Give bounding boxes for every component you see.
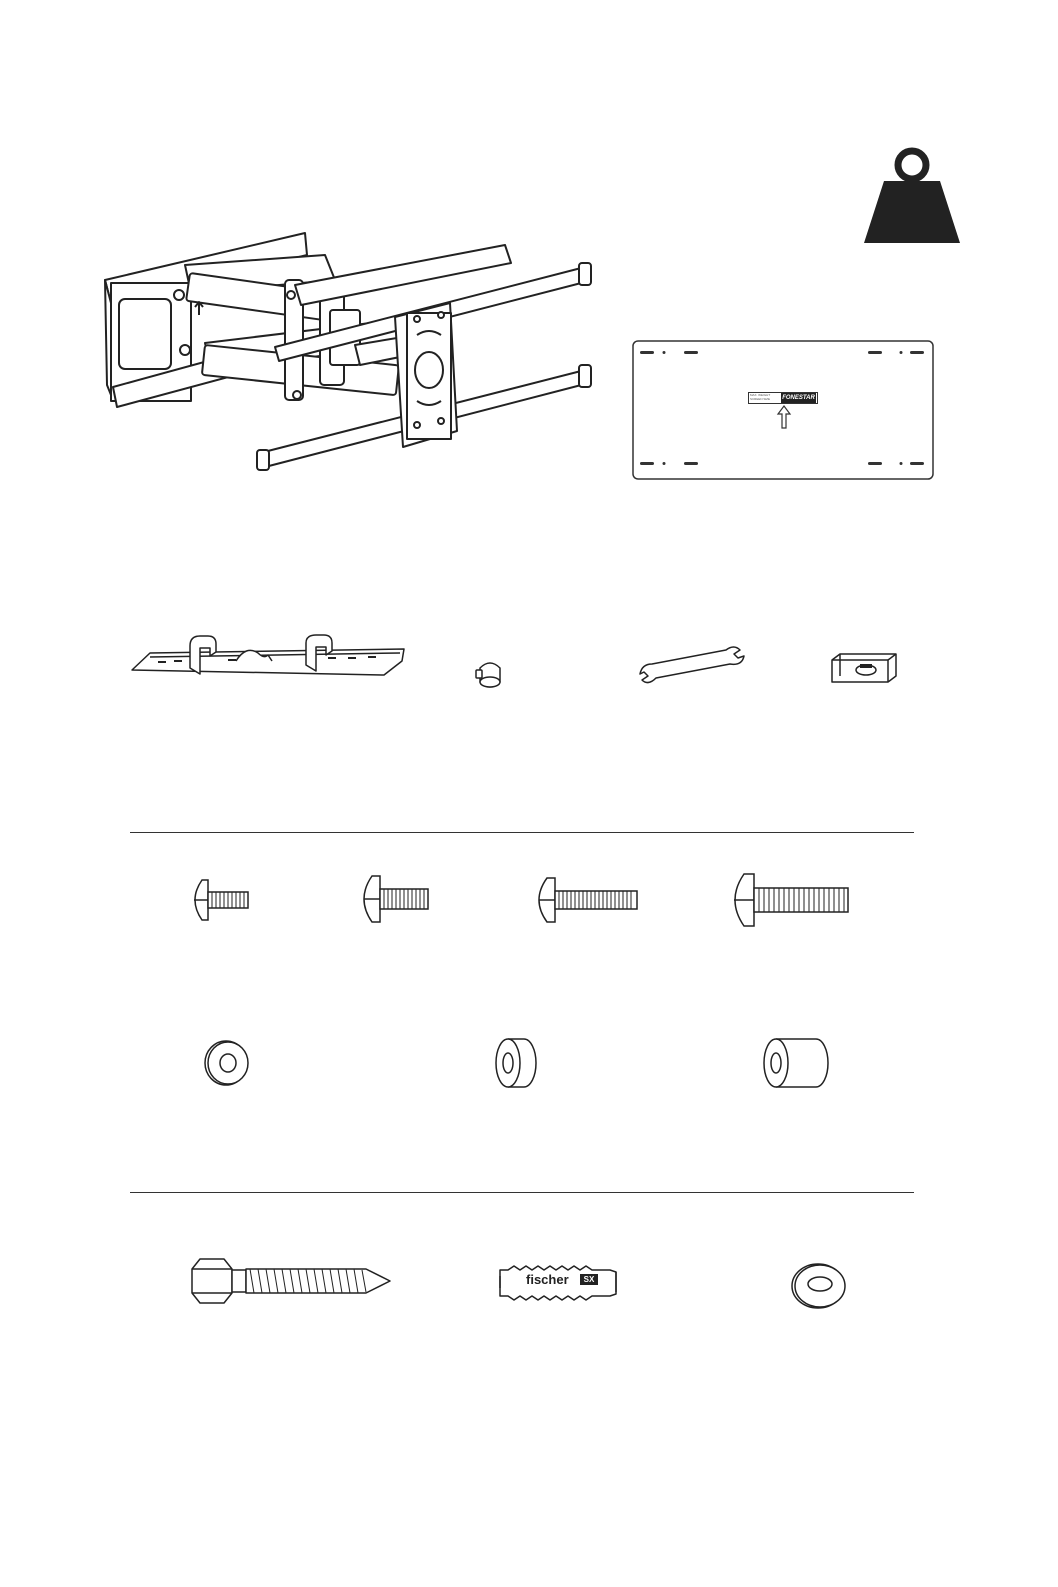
vesa-adapter-plate [632, 340, 934, 480]
wrench-icon [636, 640, 744, 688]
knob-cap [474, 660, 506, 690]
plate-label-line-1: MAX. WEIGHT [750, 393, 771, 397]
spirit-level [830, 650, 898, 686]
weight-icon [862, 145, 962, 245]
spacer-long [760, 1036, 830, 1090]
wall-mount-arm [95, 225, 615, 485]
anchor-brand: fischer [526, 1272, 569, 1287]
section-divider-1 [130, 832, 914, 833]
lag-bolt [190, 1256, 396, 1306]
spacer-short [494, 1036, 538, 1090]
wall-rail-bracket [128, 635, 408, 680]
plate-label-line-2: SCREEN SIZE [750, 397, 771, 401]
anchor-badge: SX [580, 1274, 598, 1285]
plate-label-brand: FONESTAR [782, 395, 815, 401]
washer-m8 [202, 1038, 252, 1088]
screw-m8-long [728, 872, 852, 928]
screw-m4-short [188, 878, 252, 922]
screw-m6-long [533, 876, 641, 924]
wall-anchor [496, 1262, 644, 1302]
plate-label-tag [748, 392, 818, 404]
washer-large [790, 1260, 850, 1312]
section-divider-2 [130, 1192, 914, 1193]
screw-m5-short [358, 874, 432, 924]
